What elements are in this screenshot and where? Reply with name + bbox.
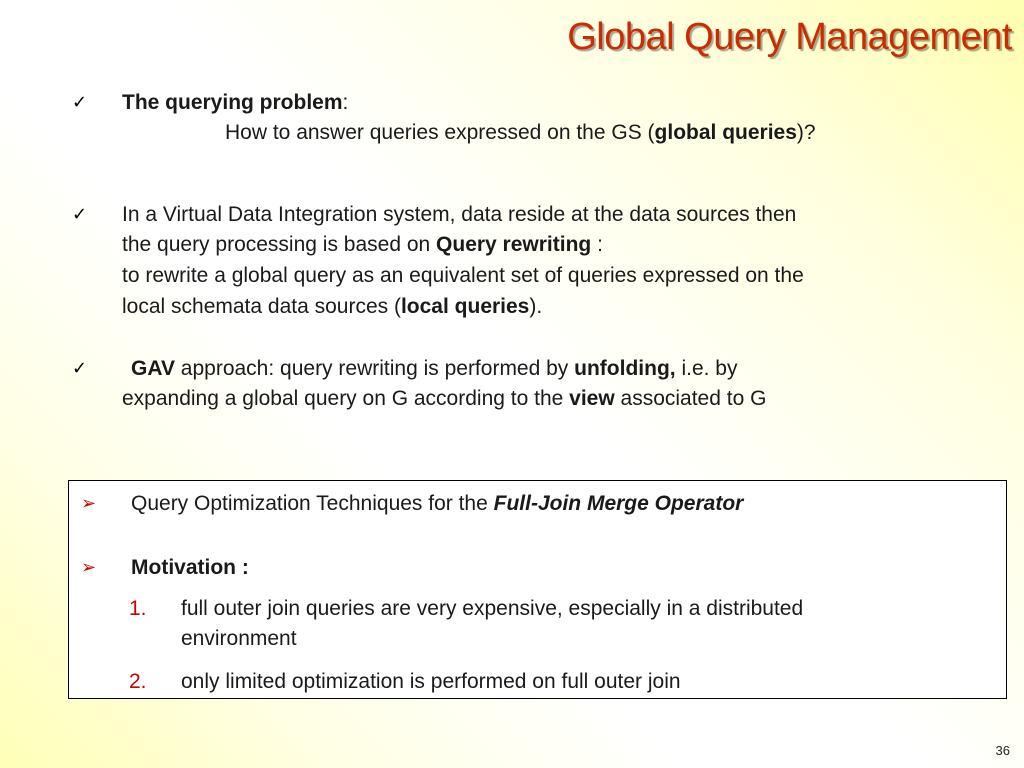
text: expanding a global query on G according to the [122,387,570,410]
bullet-lead-colon: : [342,91,349,114]
text: the query processing is based on [122,233,437,256]
text: How to answer queries expressed on the GS ( [225,121,655,144]
bullet-querying-sub [225,118,816,148]
box-item-motivation [131,553,249,583]
check-mark-icon: ✓ [72,204,88,224]
list-number: 1. [129,597,147,620]
numbered-item-2-line1: only limited optimization is performed on full outer join [181,670,681,693]
box-item-techniques [131,489,743,519]
bold-text: view [569,387,615,410]
text: approach: query rewriting is performed by [174,357,575,380]
arrow-right-icon: ➢ [81,557,97,577]
text: : [591,233,603,256]
bullet-vdi-line4 [122,292,542,322]
text: i.e. by [675,357,738,380]
text: ). [529,295,543,318]
page-number: 36 [995,743,1010,758]
slide-title: Global Query Management [567,16,1012,58]
bullet-gav-line1 [131,354,737,384]
bold-text: GAV [131,357,175,380]
check-mark-icon: ✓ [72,358,88,378]
bullet-vdi-line3: to rewrite a global query as an equivalent set of queries expressed on the [122,264,804,287]
optimization-box [68,480,1007,699]
bold-text: Query rewriting [436,233,592,256]
emphasis-text: Full-Join Merge Operator [493,492,744,515]
bullet-lead: The querying problem [122,91,343,114]
bullet-querying-problem [122,88,348,118]
arrow-right-icon: ➢ [81,493,97,513]
bullet-vdi-line2 [122,230,603,260]
text: associated to G [614,387,767,410]
check-mark-icon: ✓ [72,92,88,112]
bold-text: Motivation : [131,556,249,579]
bold-text: unfolding, [574,357,676,380]
numbered-item-1-line1: full outer join queries are very expensive, especially in a distributed [181,597,804,620]
list-number: 2. [129,670,147,693]
bullet-vdi-line1: In a Virtual Data Integration system, data reside at the data sources then [122,203,797,226]
text: )? [796,121,816,144]
bullet-gav-line2 [122,384,766,414]
numbered-item-1-line2: environment [181,627,297,650]
bold-text: local queries [400,295,530,318]
text: Query Optimization Techniques for the [131,492,494,515]
text: local schemata data sources ( [122,295,401,318]
bold-text: global queries [654,121,797,144]
